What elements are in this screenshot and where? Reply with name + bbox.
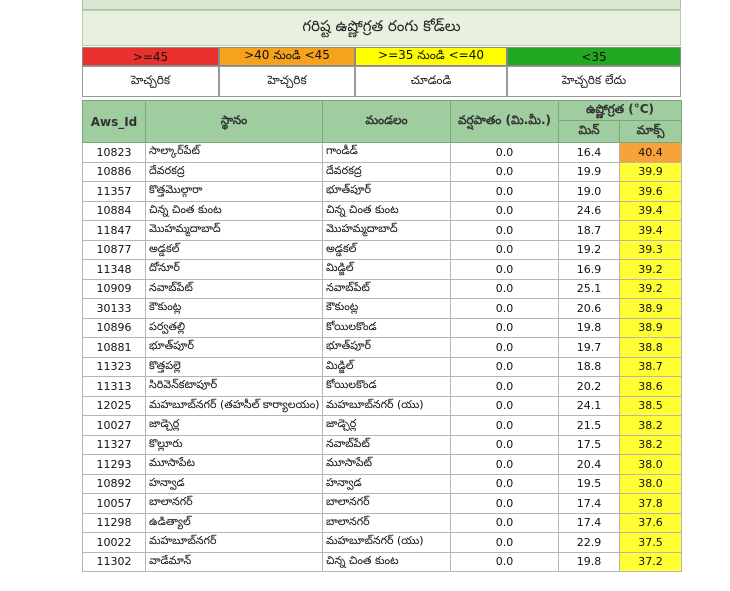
cell-max-temp: 37.8 bbox=[620, 494, 682, 514]
cell-place: హన్వాడ bbox=[146, 474, 323, 494]
cell-rainfall: 0.0 bbox=[451, 318, 559, 338]
cell-rainfall: 0.0 bbox=[451, 474, 559, 494]
col-header-aws-id[interactable]: Aws_Id bbox=[83, 101, 146, 143]
cell-min-temp: 19.9 bbox=[559, 162, 620, 182]
cell-rainfall: 0.0 bbox=[451, 435, 559, 455]
cell-min-temp: 20.6 bbox=[559, 299, 620, 319]
legend-swatch: >=35 నుండి <=40 bbox=[355, 47, 507, 66]
cell-mandal: చిన్న చింత కుంట bbox=[323, 201, 451, 221]
cell-rainfall: 0.0 bbox=[451, 143, 559, 163]
table-row bbox=[83, 455, 682, 475]
cell-min-temp: 16.9 bbox=[559, 260, 620, 280]
cell-rainfall: 0.0 bbox=[451, 416, 559, 436]
col-header-place[interactable]: స్థానం bbox=[146, 101, 323, 143]
cell-max-temp: 38.2 bbox=[620, 416, 682, 436]
cell-max-temp: 39.4 bbox=[620, 201, 682, 221]
cell-min-temp: 19.0 bbox=[559, 182, 620, 202]
cell-rainfall: 0.0 bbox=[451, 533, 559, 553]
legend-label: చూడండి bbox=[355, 66, 507, 97]
cell-aws-id: 11293 bbox=[83, 455, 146, 475]
table-row bbox=[83, 377, 682, 397]
table-row bbox=[83, 279, 682, 299]
cell-place: దేవరకద్ర bbox=[146, 162, 323, 182]
cell-rainfall: 0.0 bbox=[451, 299, 559, 319]
legend-label: హెచ్చరిక లేదు bbox=[507, 66, 681, 97]
cell-mandal: భూత్‌పూర్ bbox=[323, 182, 451, 202]
table-row bbox=[83, 533, 682, 553]
cell-mandal: మొహమ్మదాబాద్ bbox=[323, 221, 451, 241]
cell-min-temp: 20.2 bbox=[559, 377, 620, 397]
cell-mandal: గాండీడ్ bbox=[323, 143, 451, 163]
cell-mandal: కౌకుంట్ల bbox=[323, 299, 451, 319]
top-header-strip bbox=[82, 0, 681, 10]
cell-min-temp: 19.7 bbox=[559, 338, 620, 358]
cell-mandal: కోయిలకొండ bbox=[323, 318, 451, 338]
table-row bbox=[83, 396, 682, 416]
cell-place: జాడ్చెర్ల bbox=[146, 416, 323, 436]
cell-rainfall: 0.0 bbox=[451, 162, 559, 182]
legend-swatch: >40 నుండి <45 bbox=[219, 47, 355, 66]
cell-aws-id: 11847 bbox=[83, 221, 146, 241]
table-row bbox=[83, 221, 682, 241]
cell-place: భూత్‌పూర్ bbox=[146, 338, 323, 358]
cell-place: అడ్డకల్ bbox=[146, 240, 323, 260]
cell-aws-id: 11348 bbox=[83, 260, 146, 280]
cell-mandal: నవాబ్‌పేట్ bbox=[323, 435, 451, 455]
cell-min-temp: 21.5 bbox=[559, 416, 620, 436]
cell-mandal: మహబూబ్‌నగర్ (యు) bbox=[323, 396, 451, 416]
page-title: గరిష్ట ఉష్ణోగ్రత రంగు కోడ్‌లు bbox=[82, 10, 681, 46]
table-row bbox=[83, 416, 682, 436]
cell-aws-id: 10884 bbox=[83, 201, 146, 221]
cell-aws-id: 30133 bbox=[83, 299, 146, 319]
cell-place: పర్వతల్లి bbox=[146, 318, 323, 338]
cell-aws-id: 11327 bbox=[83, 435, 146, 455]
cell-rainfall: 0.0 bbox=[451, 221, 559, 241]
cell-min-temp: 18.7 bbox=[559, 221, 620, 241]
cell-max-temp: 39.4 bbox=[620, 221, 682, 241]
cell-max-temp: 38.5 bbox=[620, 396, 682, 416]
cell-aws-id: 10027 bbox=[83, 416, 146, 436]
cell-place: ఉడిత్యాల్ bbox=[146, 513, 323, 533]
cell-place: సాల్కార్‌పేట్ bbox=[146, 143, 323, 163]
cell-mandal: నవాబ్‌పేట్ bbox=[323, 279, 451, 299]
col-header-max[interactable]: మాక్స్ bbox=[620, 121, 682, 143]
cell-place: సిరివెన్‌కటాపూర్ bbox=[146, 377, 323, 397]
cell-max-temp: 38.6 bbox=[620, 377, 682, 397]
cell-max-temp: 38.2 bbox=[620, 435, 682, 455]
cell-rainfall: 0.0 bbox=[451, 182, 559, 202]
legend-label: హెచ్చరిక bbox=[82, 66, 219, 97]
color-legend bbox=[82, 47, 681, 97]
cell-rainfall: 0.0 bbox=[451, 494, 559, 514]
cell-mandal: మూసాపేట్ bbox=[323, 455, 451, 475]
table-row bbox=[83, 357, 682, 377]
cell-aws-id: 10892 bbox=[83, 474, 146, 494]
cell-aws-id: 10022 bbox=[83, 533, 146, 553]
cell-min-temp: 19.8 bbox=[559, 318, 620, 338]
cell-min-temp: 20.4 bbox=[559, 455, 620, 475]
legend-swatch: >=45 bbox=[82, 47, 219, 66]
cell-aws-id: 11298 bbox=[83, 513, 146, 533]
cell-min-temp: 16.4 bbox=[559, 143, 620, 163]
cell-mandal: చిన్న చింత కుంట bbox=[323, 552, 451, 572]
cell-rainfall: 0.0 bbox=[451, 396, 559, 416]
cell-aws-id: 11357 bbox=[83, 182, 146, 202]
col-header-mandal[interactable]: మండలం bbox=[323, 101, 451, 143]
cell-min-temp: 17.5 bbox=[559, 435, 620, 455]
cell-place: దోనూర్ bbox=[146, 260, 323, 280]
cell-min-temp: 19.2 bbox=[559, 240, 620, 260]
table-row bbox=[83, 494, 682, 514]
table-row bbox=[83, 143, 682, 163]
cell-mandal: భూత్‌పూర్ bbox=[323, 338, 451, 358]
cell-aws-id: 12025 bbox=[83, 396, 146, 416]
cell-place: మూసాపేట bbox=[146, 455, 323, 475]
cell-rainfall: 0.0 bbox=[451, 240, 559, 260]
cell-min-temp: 19.5 bbox=[559, 474, 620, 494]
cell-min-temp: 25.1 bbox=[559, 279, 620, 299]
cell-min-temp: 24.1 bbox=[559, 396, 620, 416]
col-header-temperature: ఉష్ణోగ్రత (°C) bbox=[559, 101, 682, 121]
cell-max-temp: 40.4 bbox=[620, 143, 682, 163]
cell-max-temp: 38.0 bbox=[620, 474, 682, 494]
table-row bbox=[83, 162, 682, 182]
cell-place: నవాబ్‌పేట్ bbox=[146, 279, 323, 299]
cell-max-temp: 38.7 bbox=[620, 357, 682, 377]
cell-mandal: హన్వాడ bbox=[323, 474, 451, 494]
legend-swatch: <35 bbox=[507, 47, 681, 66]
cell-place: మొహమ్మదాబాద్ bbox=[146, 221, 323, 241]
col-header-rainfall[interactable]: వర్షపాతం (మి.మీ.) bbox=[451, 101, 559, 143]
table-row bbox=[83, 513, 682, 533]
cell-max-temp: 39.9 bbox=[620, 162, 682, 182]
cell-max-temp: 38.9 bbox=[620, 299, 682, 319]
cell-min-temp: 17.4 bbox=[559, 513, 620, 533]
cell-place: మహబూబ్‌నగర్ bbox=[146, 533, 323, 553]
cell-aws-id: 10886 bbox=[83, 162, 146, 182]
table-row bbox=[83, 201, 682, 221]
cell-max-temp: 38.9 bbox=[620, 318, 682, 338]
temperature-table bbox=[82, 100, 682, 572]
cell-min-temp: 18.8 bbox=[559, 357, 620, 377]
cell-min-temp: 17.4 bbox=[559, 494, 620, 514]
legend-label: హెచ్చరిక bbox=[219, 66, 355, 97]
table-row bbox=[83, 240, 682, 260]
cell-aws-id: 10896 bbox=[83, 318, 146, 338]
cell-aws-id: 10877 bbox=[83, 240, 146, 260]
cell-max-temp: 39.2 bbox=[620, 279, 682, 299]
cell-place: బాలానగర్ bbox=[146, 494, 323, 514]
cell-mandal: బాలానగర్ bbox=[323, 513, 451, 533]
table-row bbox=[83, 474, 682, 494]
table-row bbox=[83, 260, 682, 280]
cell-rainfall: 0.0 bbox=[451, 201, 559, 221]
cell-rainfall: 0.0 bbox=[451, 357, 559, 377]
cell-rainfall: 0.0 bbox=[451, 338, 559, 358]
cell-min-temp: 24.6 bbox=[559, 201, 620, 221]
cell-rainfall: 0.0 bbox=[451, 279, 559, 299]
cell-max-temp: 39.3 bbox=[620, 240, 682, 260]
cell-aws-id: 11313 bbox=[83, 377, 146, 397]
col-header-min[interactable]: మిన్ bbox=[559, 121, 620, 143]
cell-mandal: మహబూబ్‌నగర్ (యు) bbox=[323, 533, 451, 553]
cell-max-temp: 38.8 bbox=[620, 338, 682, 358]
cell-mandal: మిడ్జిల్ bbox=[323, 260, 451, 280]
cell-max-temp: 39.2 bbox=[620, 260, 682, 280]
cell-aws-id: 10909 bbox=[83, 279, 146, 299]
table-row bbox=[83, 552, 682, 572]
cell-place: చిన్న చింత కుంట bbox=[146, 201, 323, 221]
cell-rainfall: 0.0 bbox=[451, 260, 559, 280]
cell-place: మహబూబ్‌నగర్ (తహసీల్ కార్యాలయం) bbox=[146, 396, 323, 416]
cell-max-temp: 37.5 bbox=[620, 533, 682, 553]
cell-place: కొల్లూరు bbox=[146, 435, 323, 455]
table-row bbox=[83, 182, 682, 202]
cell-aws-id: 11323 bbox=[83, 357, 146, 377]
cell-min-temp: 22.9 bbox=[559, 533, 620, 553]
cell-place: కొత్తపల్లె bbox=[146, 357, 323, 377]
cell-rainfall: 0.0 bbox=[451, 455, 559, 475]
table-row bbox=[83, 318, 682, 338]
cell-mandal: బాలానగర్ bbox=[323, 494, 451, 514]
table-row bbox=[83, 338, 682, 358]
cell-mandal: మిడ్జిల్ bbox=[323, 357, 451, 377]
cell-aws-id: 10823 bbox=[83, 143, 146, 163]
cell-place: వాడేమాన్ bbox=[146, 552, 323, 572]
table-row bbox=[83, 435, 682, 455]
cell-place: కౌకుంట్ల bbox=[146, 299, 323, 319]
cell-mandal: దేవరకద్ర bbox=[323, 162, 451, 182]
cell-max-temp: 38.0 bbox=[620, 455, 682, 475]
cell-aws-id: 10057 bbox=[83, 494, 146, 514]
cell-rainfall: 0.0 bbox=[451, 513, 559, 533]
cell-rainfall: 0.0 bbox=[451, 552, 559, 572]
cell-aws-id: 11302 bbox=[83, 552, 146, 572]
cell-mandal: జాడ్చెర్ల bbox=[323, 416, 451, 436]
table-row bbox=[83, 299, 682, 319]
cell-rainfall: 0.0 bbox=[451, 377, 559, 397]
cell-aws-id: 10881 bbox=[83, 338, 146, 358]
cell-mandal: కోయిలకొండ bbox=[323, 377, 451, 397]
cell-min-temp: 19.8 bbox=[559, 552, 620, 572]
cell-mandal: అడ్డకల్ bbox=[323, 240, 451, 260]
cell-max-temp: 39.6 bbox=[620, 182, 682, 202]
cell-place: కొత్తమొల్గారా bbox=[146, 182, 323, 202]
cell-max-temp: 37.6 bbox=[620, 513, 682, 533]
cell-max-temp: 37.2 bbox=[620, 552, 682, 572]
